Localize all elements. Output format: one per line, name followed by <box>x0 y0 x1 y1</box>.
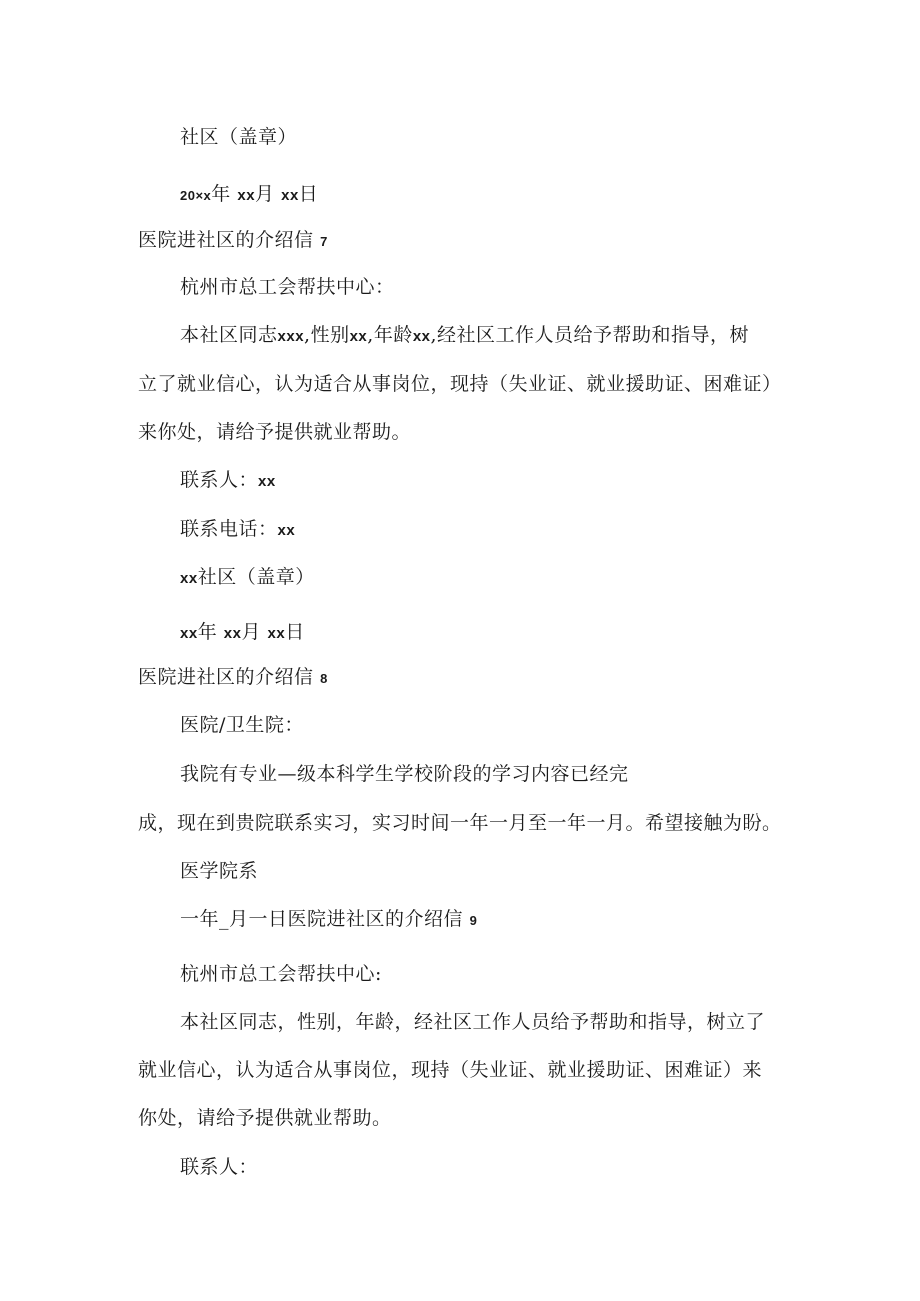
body-line <box>180 762 629 786</box>
stamp-line <box>180 125 297 149</box>
contact-line <box>180 1155 258 1179</box>
body-text: 成，现在到贵院联系实习，实习时间一年一月至一年一月。希望接触为盼。 <box>138 812 782 834</box>
letter-heading <box>138 228 328 254</box>
placeholder-name: xxx <box>277 328 305 345</box>
body-line <box>138 811 782 835</box>
stamp-text: 社区（盖章） <box>180 126 298 148</box>
body-line <box>180 1010 765 1034</box>
date-month-value: xx <box>237 187 256 204</box>
phone-label: 联系电话： <box>180 518 278 540</box>
contact-line <box>180 468 276 494</box>
heading-number: 7 <box>320 234 328 249</box>
date-year-label: 年 <box>211 183 231 205</box>
body-text: 就业信心，认为适合从事岗位，现持（失业证、就业援助证、困难证）来 <box>138 1059 763 1081</box>
date-day-label: 日 <box>298 183 319 205</box>
recipient-line <box>180 275 395 299</box>
stamp-text: 社区（盖章） <box>197 566 315 588</box>
signature-line <box>180 859 258 883</box>
date-year-value: 20×x <box>180 188 212 203</box>
signature-text: 医学院系 <box>180 860 259 882</box>
date-month-value: xx <box>223 625 242 642</box>
phone-line <box>180 517 295 543</box>
heading-text: 医院进社区的介绍信 <box>138 229 314 251</box>
date-day-value: xx <box>267 625 286 642</box>
stamp-line <box>180 565 315 591</box>
placeholder-gender: xx <box>349 328 368 345</box>
recipient-text: 医院/卫生院： <box>180 714 304 736</box>
body-line <box>180 323 749 349</box>
body-text: 本社区同志 <box>180 324 278 346</box>
body-text: 你处，请给予提供就业帮助。 <box>138 1107 392 1129</box>
date-day-label: 日 <box>285 621 305 643</box>
body-line <box>138 372 782 396</box>
letter-heading <box>138 665 328 691</box>
body-line <box>138 1106 392 1130</box>
date-day-value: xx <box>281 187 299 204</box>
date-month-label: 月 <box>255 183 275 205</box>
recipient-line <box>180 962 382 986</box>
date-month-label: 月 <box>241 621 261 643</box>
heading-number: 9 <box>469 913 478 928</box>
contact-label: 联系人： <box>180 469 259 491</box>
body-text: ,年龄 <box>367 324 413 346</box>
date-line <box>180 620 305 646</box>
body-text: 我院有专业—级本科学生学校阶段的学习内容已经完 <box>180 763 629 785</box>
recipient-line <box>180 713 304 737</box>
body-line <box>138 1058 762 1082</box>
body-text: ,性别 <box>304 324 350 346</box>
contact-value: xx <box>258 473 276 490</box>
body-text: 立了就业信心，认为适合从事岗位，现持（失业证、就业援助证、困难证） <box>138 373 782 395</box>
date-line <box>180 182 318 208</box>
date-year-label: 年 <box>197 621 218 643</box>
body-text: 本社区同志，性别，年龄，经社区工作人员给予帮助和指导，树立了 <box>180 1011 766 1033</box>
heading-number: 8 <box>320 671 328 686</box>
recipient-text: 杭州市总工会帮扶中心: <box>180 963 382 985</box>
recipient-text: 杭州市总工会帮扶中心： <box>180 276 395 298</box>
body-text: ,经社区工作人员给予帮助和指导，树 <box>430 324 750 346</box>
contact-label: 联系人： <box>180 1156 259 1178</box>
body-line <box>138 420 411 444</box>
body-text: 来你处，请给予提供就业帮助。 <box>138 421 412 443</box>
heading-text: 医院进社区的介绍信 <box>138 666 314 688</box>
placeholder-age: xx <box>412 328 431 345</box>
date-heading-text: 一年_月一日医院进社区的介绍信 <box>180 908 464 930</box>
date-year-value: xx <box>180 625 198 642</box>
stamp-prefix: xx <box>180 570 198 587</box>
phone-value: xx <box>277 522 296 539</box>
date-heading-line <box>180 907 477 933</box>
